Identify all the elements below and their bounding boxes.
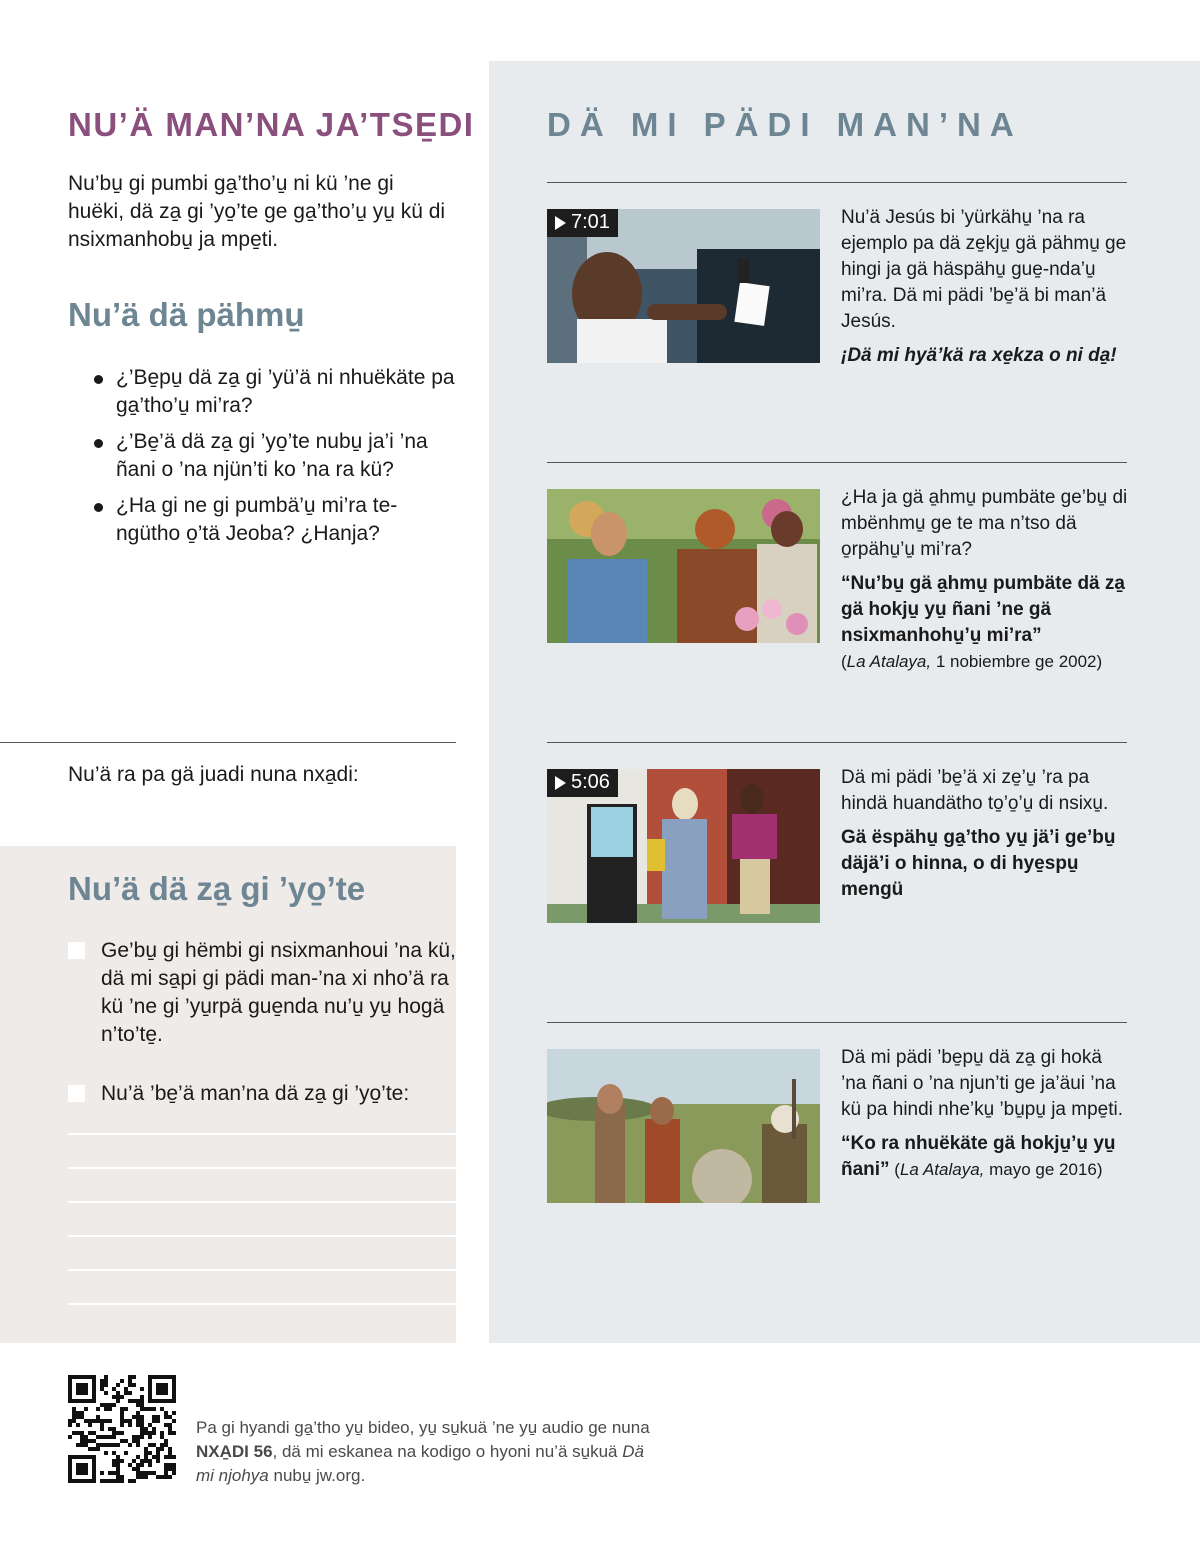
bullet-icon [94,375,103,384]
video-duration-badge [547,209,618,237]
media-ref-title: “Nu’bu̱ gä a̱hmu̱ pumbäte dä za̱ gä hokju̱ yu̱ ñani ’ne gä nsixmanhohu̱’u̱ mi’ra” [841,573,1125,646]
media-ref-title: “Ko ra nhuëkäte gä hokju̱’u̱ yu̱ ñani” [841,1133,1116,1180]
media-description: Nu’ä Jesús bi ’yürkähu̱ ’na ra ejemplo pa dä ze̱kju̱ gä pähmu̱ ge hingi ja gä häspähu̱ gue̱-nda’u̱ mi’ra. Dä mi pädi ’be̱’ä bi man’ä Jesús. [841,207,1127,332]
video-duration: 5:06 [571,771,610,793]
question-text: ¿Ha gi ne gi pumbä’u̱ mi’ra te-ngütho o̱’tä Jeoba? ¿Hanja? [116,494,398,545]
todo-text: Ge’bu̱ gi hëmbi gi nsixmanhoui ’na kü, dä mi sa̱pi gi pädi man-’na xi nho’ä ra kü ’ne gi ’yu̱rpä gue̱nda nu’u̱ yu̱ hogä n’to’te̱. [101,939,456,1046]
checkbox-icon[interactable] [68,1085,85,1102]
media-ref-source: (La Atalaya, mayo ge 2016) [889,1160,1103,1179]
question-text: ¿’Be̱’ä dä za̱ gi ’yo̱’te nubu̱ ja’i ’na ñani o ’na njün’ti ko ’na ra kü? [116,430,428,481]
question-item [88,428,458,484]
question-item [88,364,458,420]
media-description: Dä mi pädi ’be̱pu̱ dä za̱ gi hokä ’na ñani o ’na njun’ti ge ja’äui ’na kü pa hindi nhe’ku̱ ’bu̱pu̱ ja mpe̱ti. [841,1047,1124,1120]
media-ref-source: (La Atalaya, 1 nobiembre ge 2002) [841,652,1103,671]
media-link[interactable]: ¡Dä mi hyä’kä ra xe̱kza o ni da̱! [841,345,1117,366]
write-in-line[interactable] [68,1133,456,1135]
write-in-line[interactable] [68,1303,456,1305]
play-icon [555,216,566,230]
questions-list [88,364,458,556]
video-duration-badge [547,769,618,797]
media-link[interactable] [841,1131,1131,1183]
section-title: NU’Ä MAN’NA JA’TSE̱DI [68,106,475,143]
article-image [547,489,820,643]
media-link[interactable] [841,571,1131,675]
next-meeting-label: Nu’ä ra pa gä juadi nuna nxa̱di: [68,763,359,786]
media-description: ¿Ha ja gä a̱hmu̱ pumbäte ge’bu̱ di mbënhmu̱ ge te ma n’tso dä o̱rpähu̱’u̱ mi’ra? [841,487,1128,560]
write-in-line[interactable] [68,1269,456,1271]
bullet-icon [94,503,103,512]
checkbox-icon[interactable] [68,942,85,959]
divider [547,182,1127,183]
media-description: Dä mi pädi ’be̱’ä xi ze̱’u̱ ’ra pa hindä huandätho to̱’o̱’u̱ di nsixu̱. [841,767,1109,814]
article-image [547,1049,820,1203]
qr-code-icon[interactable] [68,1375,176,1483]
video-thumbnail[interactable] [547,769,820,923]
divider [547,462,1127,463]
todo-item [68,937,461,1049]
divider [547,1022,1127,1023]
write-in-line[interactable] [68,1167,456,1169]
question-text: ¿’Be̱pu̱ dä za̱ gi ’yü’ä ni nhuëkäte pa ga̱’tho’u̱ mi’ra? [116,366,455,417]
divider [547,742,1127,743]
todo-item [68,1080,461,1108]
media-text [841,1045,1131,1183]
divider [0,742,456,743]
media-text [841,205,1131,369]
write-in-line[interactable] [68,1235,456,1237]
media-text [841,765,1131,903]
intro-paragraph: Nu’bu̱ gi pumbi ga̱’tho’u̱ ni kü ’ne gi huëki, dä za̱ gi ’yo̱’te ge ga̱’tho’u̱ yu̱ kü di nsixmanhobu̱ ja mpe̱ti. [68,172,446,251]
todo-heading: Nu’ä dä za̱ gi ’yo̱’te [68,870,366,907]
video-thumbnail[interactable] [547,209,820,363]
shepherds-in-field-image [547,1049,820,1203]
video-duration: 7:01 [571,211,610,233]
related-heading: DÄ MI PÄDI MAN’NA [547,106,1023,143]
bullet-icon [94,439,103,448]
write-in-line[interactable] [68,1201,456,1203]
media-link[interactable]: Gä ëspähu̱ ga̱’tho yu̱ jä’i ge’bu̱ däjä’i o hinna, o di hye̱spu̱ mengü [841,827,1116,900]
media-text [841,485,1131,675]
qr-code-image [68,1375,176,1483]
footer-instructions: Pa gi hyandi ga̱’tho yu̱ bideo, yu̱ su̱kuä ’ne yu̱ audio ge nuna NXA̱DI 56, dä mi eskanea na kodigo o hyoni nu’ä su̱kuä Dä mi njohya nubu̱ jw.org. [196,1418,650,1485]
todo-text: Nu’ä ’be̱’ä man’na dä za̱ gi ’yo̱’te: [101,1082,410,1105]
friends-greeting-image [547,489,820,643]
questions-heading: Nu’ä dä pähmu̱ [68,296,305,333]
play-icon [555,776,566,790]
question-item [88,492,458,548]
